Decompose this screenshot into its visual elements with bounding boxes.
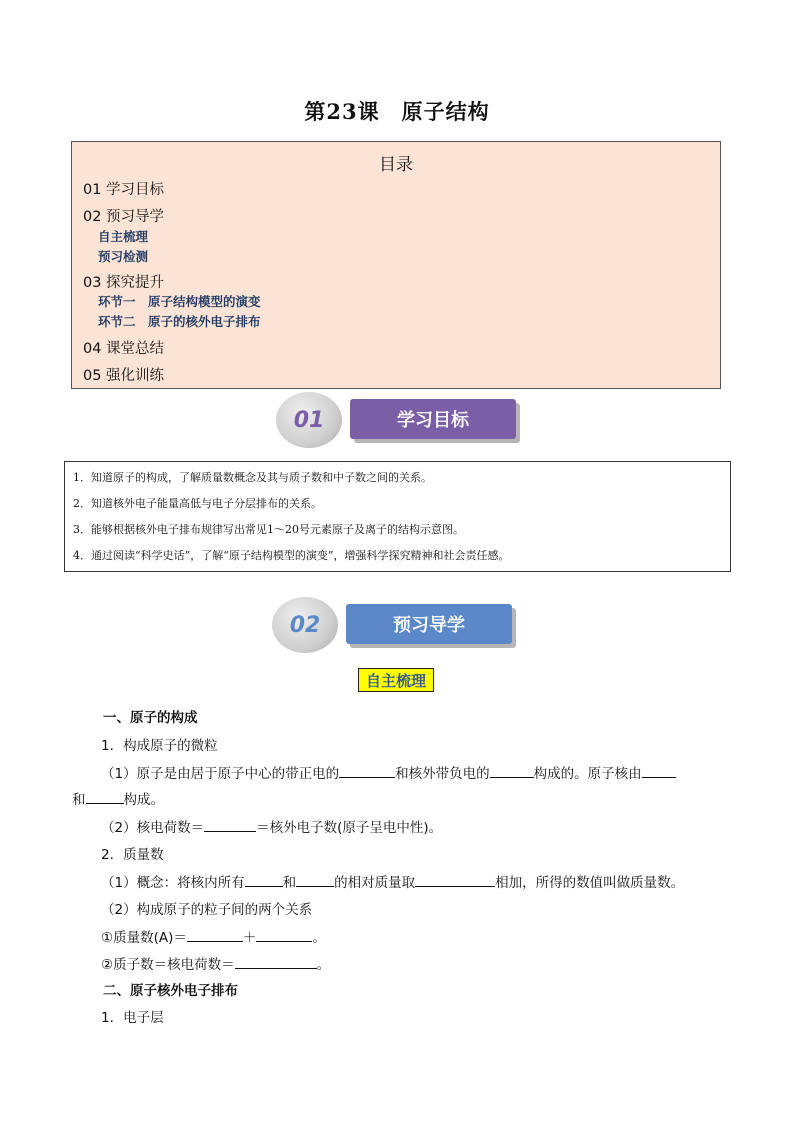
paragraph-heading: 2．质量数: [101, 847, 164, 863]
toc-item-02[interactable]: 02 预习导学: [83, 209, 165, 225]
answer-blank[interactable]: [187, 929, 243, 942]
fill-line: （2）核电荷数＝ ＝核外电子数(原子呈电中性)。: [101, 820, 443, 836]
self-study-heading: 自主梳理: [358, 668, 434, 692]
answer-blank[interactable]: [415, 874, 495, 887]
paragraph-heading: 1．电子层: [101, 1010, 164, 1026]
answer-blank[interactable]: [490, 765, 534, 778]
toc-item-05[interactable]: 05 强化训练: [83, 368, 165, 384]
answer-blank[interactable]: [642, 765, 676, 778]
section-number-badge: 01: [276, 392, 342, 448]
goal-item: 4．通过阅读“科学史话”，了解“原子结构模型的演变”，增强科学探究精神和社会责任感。: [73, 549, 510, 562]
toc-item-03[interactable]: 03 探究提升: [83, 275, 165, 291]
fill-line: （1）原子是由居于原子中心的带正电的 和核外带负电的 构成的。原子核由: [101, 762, 676, 782]
fill-line: ①质量数(A)＝ ＋ 。: [101, 930, 326, 946]
toc-sub-self-study[interactable]: 自主梳理: [98, 229, 149, 244]
toc-item-04[interactable]: 04 课堂总结: [83, 341, 165, 357]
answer-blank[interactable]: [256, 929, 312, 942]
toc-sub-preview-check[interactable]: 预习检测: [98, 249, 149, 264]
toc-heading: 目录: [379, 155, 413, 175]
toc-sub-stage-2[interactable]: 环节二 原子的核外电子排布: [98, 314, 261, 329]
fill-line: ②质子数＝核电荷数＝ 。: [101, 957, 331, 973]
answer-blank[interactable]: [86, 791, 124, 804]
answer-blank[interactable]: [296, 874, 334, 887]
answer-blank[interactable]: [204, 819, 256, 832]
section-number-badge: 02: [272, 597, 338, 653]
answer-blank[interactable]: [339, 765, 395, 778]
toc-sub-stage-1[interactable]: 环节一 原子结构模型的演变: [98, 294, 261, 309]
paragraph-heading: 1．构成原子的微粒: [101, 738, 218, 754]
part-title: 一、原子的构成: [103, 710, 198, 726]
goal-item: 1．知道原子的构成，了解质量数概念及其与质子数和中子数之间的关系。: [73, 471, 432, 484]
section-title-tab: 学习目标: [350, 399, 516, 439]
goal-item: 2．知道核外电子能量高低与电子分层排布的关系。: [73, 497, 322, 510]
page-title: 第23课 原子结构: [304, 99, 490, 124]
table-of-contents: [71, 141, 721, 389]
toc-item-01[interactable]: 01 学习目标: [83, 182, 165, 198]
answer-blank[interactable]: [245, 874, 283, 887]
fill-line: （1）概念：将核内所有 和 的相对质量取 相加，所得的数值叫做质量数。: [101, 875, 685, 891]
answer-blank[interactable]: [235, 956, 317, 969]
paragraph-line: （2）构成原子的粒子间的两个关系: [101, 902, 313, 918]
goal-item: 3．能够根据核外电子排布规律写出常见1～20号元素原子及离子的结构示意图。: [73, 523, 464, 536]
section-title-tab: 预习导学: [346, 604, 512, 644]
part-title: 二、原子核外电子排布: [103, 983, 238, 999]
fill-line: 和 构成。: [72, 792, 164, 808]
learning-goals-box: [64, 461, 731, 572]
